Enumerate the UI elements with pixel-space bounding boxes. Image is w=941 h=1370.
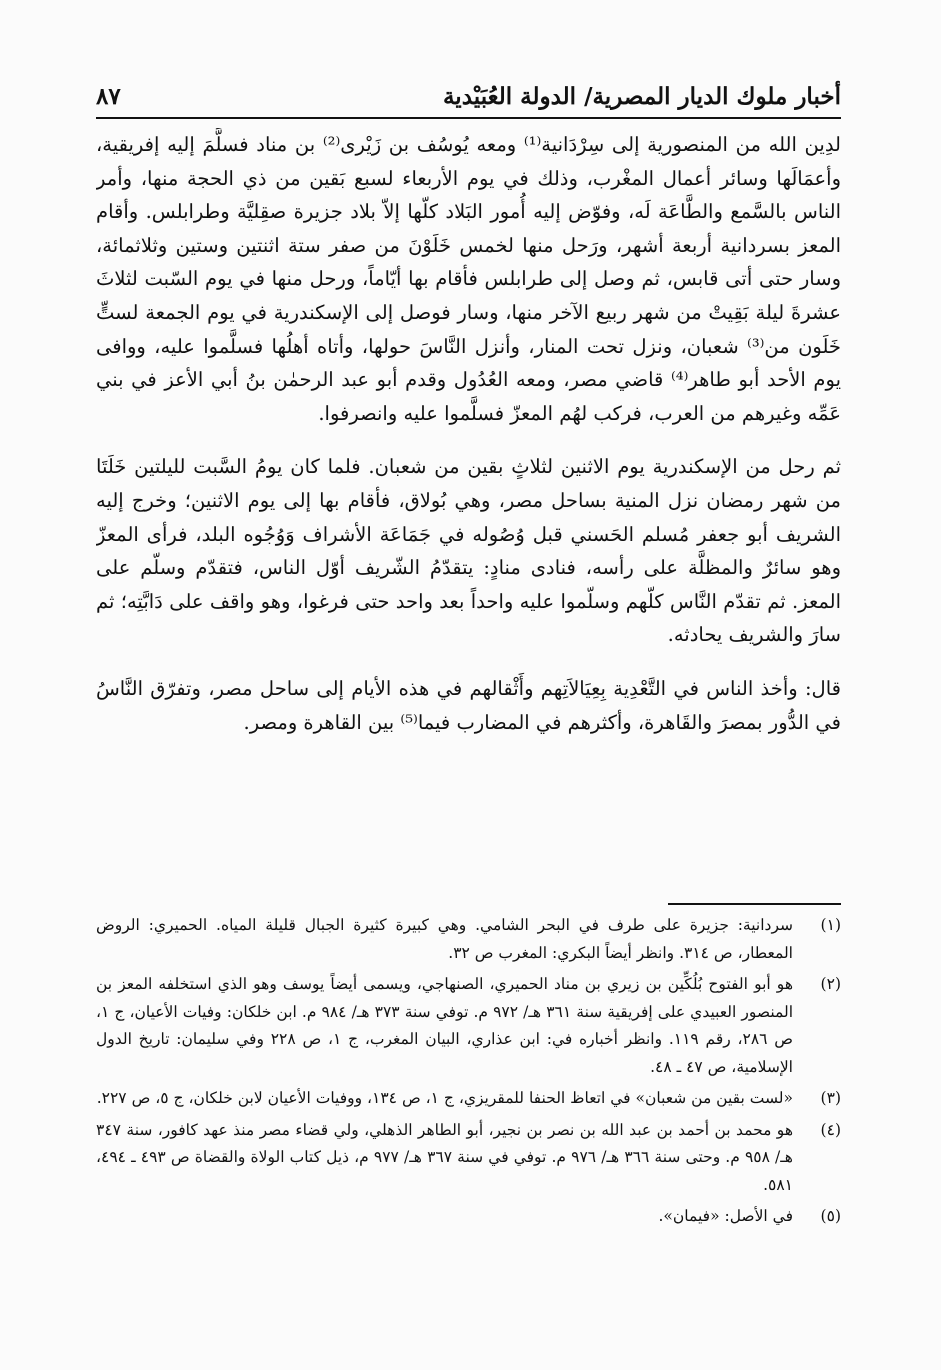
footnote xyxy=(96,912,841,967)
footnote-text: هو محمد بن أحمد بن عبد الله بن نصر بن نجير، أبو الطاهر الذهلي، ولي قضاء مصر منذ عهد كافور، سنة ٣٤٧ هـ/ ٩٥٨ م. وحتى سنة ٣٦٦ هـ/ ٩٧٦ م. توفي في سنة ٣٦٧ هـ/ ٩٧٧ م، ذيل كتاب الولاة والقضاة ص ٤٩٣ ـ ٤٩٤، ٥٨١. xyxy=(96,1120,793,1194)
footnote xyxy=(96,1085,841,1113)
footnote xyxy=(96,1117,841,1200)
header-rule xyxy=(96,117,841,119)
running-title: أخبار ملوك الديار المصرية/ الدولة العُبَيْدية xyxy=(442,83,841,110)
paragraph: لدِين الله من المنصورية إلى سِرْدَانية⁽¹⁾ ومعه يُوسُف بن زَيْرى⁽²⁾ بن مناد فسلَّمَ إليه إفريقية، وأعمَالَها وسائر أعمال المغْرب، وذلك في يوم الأربعاء لسبع بَقين من ذي الحجة منها، وأمر الناس بالسَّمع والطَّاعَة لَه، وفوّض إليه أُمور البَلاد كلّها إلاّ بلاد جزيرة صقِليَّة وطرابلس. وأقام المعز بسردانية أربعة أشهر، ورَحل منها لخمس خَلَوْنَ من صفر ستة اثنتين وستين وثلاثمائة، وسار حتى أتى قابس، ثم وصل إلى طرابلس فأقام بها أيّاماً، ورحل منها في يوم السّبت لثلاثَ عشرةَ ليلة بَقِيتْ من شهر ربيع الآخر منها، وسار فوصل إلى الإسكندرية في يوم الجمعة لستٍّ خَلَون من⁽³⁾ شعبان، ونزل تحت المنار، وأنزل النَّاسَ حولها، وأتاه أهلُها فسلَّموا عليه، ووافى يوم الأحد أبو طاهر⁽⁴⁾ قاضي مصر، ومعه العُدُول وقدم أبو عبد الرحمٰن بنُ أبي الأعز في بني عَمِّه وغيرهم من العرب، فركب لهُم المعزّ فسلَّموا عليه وانصرفوا. xyxy=(96,133,841,425)
footnote-text: سردانية: جزيرة على طرف في البحر الشامي. وهي كبيرة كثيرة الجبال قليلة المياه. الحميري: الروض المعطار، ص ٣١٤. وانظر أيضاً البكري: المغرب ص ٣٢. xyxy=(96,916,793,962)
footnote-separator xyxy=(668,903,841,905)
footnote xyxy=(96,1203,841,1231)
footnote-text: «لست بقين من شعبان» في اتعاظ الحنفا للمقريزي، ج ١، ص ١٣٤، ووفيات الأعيان لابن خلكان، ج ٥، ص ٢٢٧. xyxy=(96,1089,793,1107)
footnote-number: (١) xyxy=(820,916,841,934)
main-text xyxy=(96,128,841,890)
footnotes xyxy=(96,912,841,1298)
page-header xyxy=(96,82,841,120)
footnote-text: في الأصل: «فيمان». xyxy=(658,1207,793,1225)
footnote-number: (٥) xyxy=(820,1207,841,1225)
footnote-number: (٣) xyxy=(820,1089,841,1107)
paragraph: قال: وأخذ الناس في التَّعْدِية بِعِيَالاَتِهم وأَثْقالهم في هذه الأيام إلى ساحل مصر، وتفرّق النَّاسُ في الدُّور بمصرَ والقَاهرة، وأكثرهم في المضارب فيما⁽⁵⁾ بين القاهرة ومصر. xyxy=(96,676,841,734)
footnote-text: هو أبو الفتوح بُلُكِّين بن زيري بن مناد الحميري، الصنهاجي، ويسمى أيضاً يوسف وهو الذي استخلفه المعز بن المنصور العبيدي على إفريقية سنة ٣٦١ هـ/ ٩٧٢ م. توفي سنة ٣٧٣ هـ/ ٩٨٤ م. ابن خلكان: وفيات الأعيان، ج ١، ص ٢٨٦، رقم ١١٩. وانظر أخباره في: ابن عذاري، البيان المغرب، ج ١، ص ٢٢٨ وفي سليمان: تاريخ الدول الإسلامية، ص ٤٧ ـ ٤٨. xyxy=(96,975,794,1076)
footnote-number: (٢) xyxy=(820,975,841,993)
page-number: ٨٧ xyxy=(96,83,121,110)
paragraph: ثم رحل من الإسكندرية يوم الاثنين لثلاثٍ بقين من شعبان. فلما كان يومُ السَّبت لليلتين خَلَتَا من شهر رمضان نزل المنية بساحل مصر، وهي بُولاق، فأقام بها إلى يوم الاثنين؛ وخرج إليه الشريف أبو جعفر مُسلم الحَسني قبل وُصُوله في جَمَاعَة الأشراف وَوُجُوه البلد، فرأى المعزّ وهو سائرٌ والمظلَّة على رأسه، فنادى منادٍ: يتقدّمُ الشّريف أوّل الناس، فتقدّم وسلّم على المعز. ثم تقدّم النَّاس كلّهم وسلّموا عليه واحداً بعد واحد حتى فرغوا، وهو واقف على دَابَّتِه؛ ثم سارَ والشريف يحادثه. xyxy=(96,455,841,647)
footnote xyxy=(96,971,841,1081)
footnote-number: (٤) xyxy=(820,1120,841,1139)
